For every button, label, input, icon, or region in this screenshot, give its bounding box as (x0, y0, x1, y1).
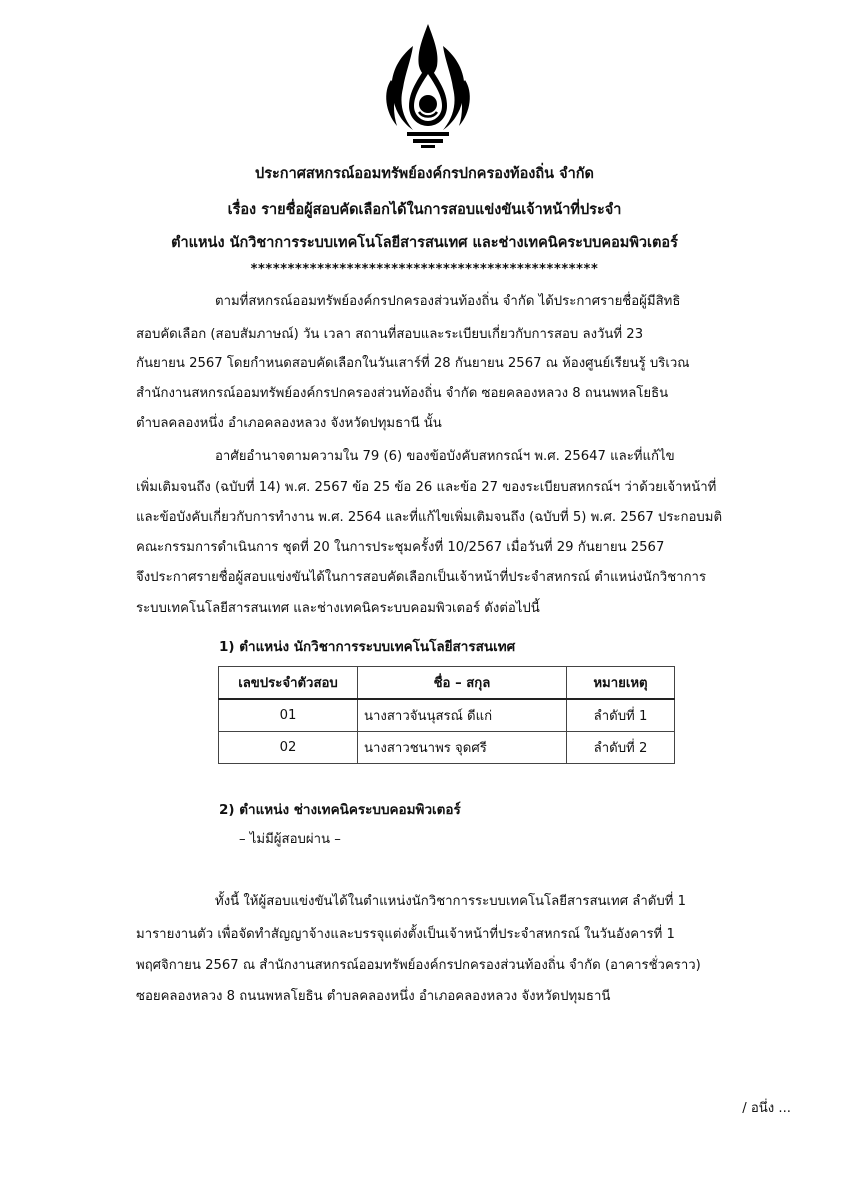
announcement-positions: ตำแหน่ง นักวิชาการระบบเทคโนโลยีสารสนเทศ และช่างเทคนิคระบบคอมพิวเตอร์ (171, 235, 678, 251)
paragraph-line: ตามที่สหกรณ์ออมทรัพย์องค์กรปกครองส่วนท้องถิ่น จำกัด ได้ประกาศรายชื่อผู้มีสิทธิ (215, 294, 681, 309)
paragraph-line: และข้อบังคับเกี่ยวกับการทำงาน พ.ศ. 2564 และที่แก้ไขเพิ่มเติมจนถึง (ฉบับที่ 5) พ.ศ. 2567 ประกอบมติ (136, 510, 723, 525)
paragraph-line: จึงประกาศรายชื่อผู้สอบแข่งขันได้ในการสอบคัดเลือกเป็นเจ้าหน้าที่ประจำสหกรณ์ ตำแหน่งนักวิชาการ (136, 570, 707, 585)
continued-marker: / อนึ่ง ... (742, 1101, 791, 1116)
paragraph-line: ตำบลคลองหนึ่ง อำเภอคลองหลวง จังหวัดปทุมธานี นั้น (136, 416, 442, 431)
cooperative-emblem-icon (383, 22, 473, 150)
paragraph-line: พฤศจิกายน 2567 ณ สำนักงานสหกรณ์ออมทรัพย์องค์กรปกครองส่วนท้องถิ่น จำกัด (อาคารชั่วคราว) (136, 958, 701, 973)
column-header-remark: หมายเหตุ (567, 667, 675, 700)
paragraph-line: คณะกรรมการดำเนินการ ชุดที่ 20 ในการประชุมครั้งที่ 10/2567 เมื่อวันที่ 29 กันยายน 2567 (136, 540, 665, 555)
paragraph-line: มารายงานตัว เพื่อจัดทำสัญญาจ้างและบรรจุแต่งตั้งเป็นเจ้าหน้าที่ประจำสหกรณ์ ในวันอังคารที่ 1 (136, 927, 675, 942)
results-table (218, 666, 675, 764)
paragraph-line: ระบบเทคโนโลยีสารสนเทศ และช่างเทคนิคระบบคอมพิวเตอร์ ดังต่อไปนี้ (136, 601, 540, 616)
table-row (219, 732, 675, 764)
no-candidates-note: – ไม่มีผู้สอบผ่าน – (239, 832, 341, 847)
section-2-title: 2) ตำแหน่ง ช่างเทคนิคระบบคอมพิวเตอร์ (219, 802, 461, 818)
paragraph-line: ทั้งนี้ ให้ผู้สอบแข่งขันได้ในตำแหน่งนักวิชาการระบบเทคโนโลยีสารสนเทศ ลำดับที่ 1 (215, 894, 687, 909)
name-cell: นางสาวชนาพร จุดศรี (358, 732, 567, 764)
announcement-subject: เรื่อง รายชื่อผู้สอบคัดเลือกได้ในการสอบแข่งขันเจ้าหน้าที่ประจำ (227, 202, 622, 218)
exam-id-cell: 02 (219, 732, 358, 764)
paragraph-line: กันยายน 2567 โดยกำหนดสอบคัดเลือกในวันเสาร์ที่ 28 กันยายน 2567 ณ ห้องศูนย์เรียนรู้ บริเวณ (136, 356, 690, 371)
paragraph-line: เพิ่มเติมจนถึง (ฉบับที่ 14) พ.ศ. 2567 ข้อ 25 ข้อ 26 และข้อ 27 ของระเบียบสหกรณ์ฯ ว่าด้วยเจ้าหน้าที่ (136, 480, 717, 495)
column-header-name: ชื่อ – สกุล (358, 667, 567, 700)
paragraph-line: ซอยคลองหลวง 8 ถนนพหลโยธิน ตำบลคลองหนึ่ง อำเภอคลองหลวง จังหวัดปทุมธานี (136, 989, 611, 1004)
table-header-row (219, 667, 675, 700)
paragraph-line: อาศัยอำนาจตามความใน 79 (6) ของข้อบังคับสหกรณ์ฯ พ.ศ. 25647 และที่แก้ไข (215, 449, 675, 464)
remark-cell: ลำดับที่ 2 (567, 732, 675, 764)
section-1-title: 1) ตำแหน่ง นักวิชาการระบบเทคโนโลยีสารสนเทศ (219, 639, 516, 655)
name-cell: นางสาวจันนุสรณ์ ดีแก่ (358, 699, 567, 732)
paragraph-line: สำนักงานสหกรณ์ออมทรัพย์องค์กรปกครองส่วนท้องถิ่น จำกัด ซอยคลองหลวง 8 ถนนพหลโยธิน (136, 386, 669, 401)
separator-line: *********************************************** (250, 262, 599, 277)
column-header-exam-id: เลขประจำตัวสอบ (219, 667, 358, 700)
paragraph-line: สอบคัดเลือก (สอบสัมภาษณ์) วัน เวลา สถานที่สอบและระเบียบเกี่ยวกับการสอบ ลงวันที่ 23 (136, 327, 644, 342)
remark-cell: ลำดับที่ 1 (567, 699, 675, 732)
exam-id-cell: 01 (219, 699, 358, 732)
announcement-title: ประกาศสหกรณ์ออมทรัพย์องค์กรปกครองท้องถิ่น จำกัด (255, 166, 594, 182)
table-row (219, 699, 675, 732)
